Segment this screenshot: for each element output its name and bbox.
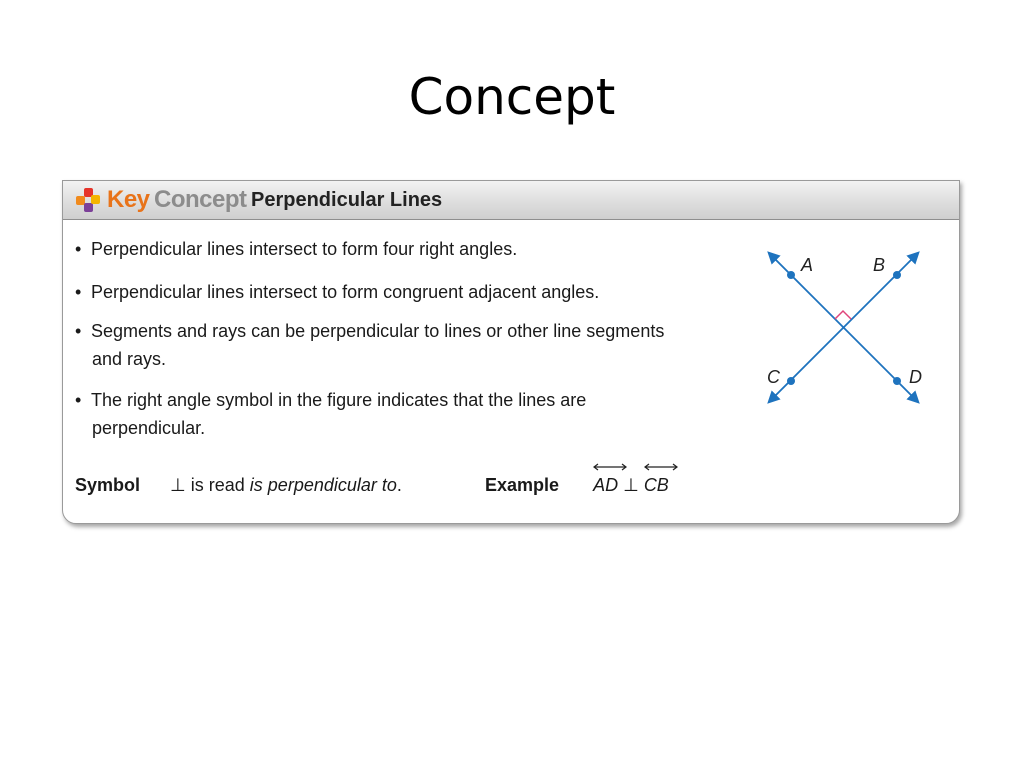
bullet-text: Perpendicular lines intersect to form four right angles. [91, 239, 518, 259]
brand-concept-text: Concept [154, 186, 247, 213]
card-header-title: Perpendicular Lines [251, 189, 443, 211]
bullet-text: Segments and rays can be perpendicular to lines or other line segments [91, 321, 665, 341]
bullet-item [75, 235, 517, 263]
example-label: Example [485, 475, 560, 495]
bullet-dot: • [75, 390, 82, 410]
line-cb-text: CB [643, 475, 669, 495]
perpendicular-lines-figure [753, 241, 933, 411]
symbol-period: . [396, 475, 402, 495]
line-overbar-icon [592, 462, 628, 472]
line-cb-notation [644, 471, 669, 499]
symbol-text-plain: is read [190, 475, 245, 495]
point-b [893, 271, 901, 279]
bullet-dot: • [75, 282, 82, 302]
bullet-text: Perpendicular lines intersect to form congruent adjacent angles. [91, 282, 600, 302]
key-concept-card [62, 180, 960, 524]
bullet-dot: • [75, 321, 82, 341]
point-a [787, 271, 795, 279]
bullet-text-continued: perpendicular. [92, 418, 206, 438]
line-ad-text: AD [593, 475, 619, 495]
symbol-row [75, 471, 402, 499]
line-overbar-icon [643, 462, 679, 472]
label-d: D [909, 367, 922, 387]
symbol-text-italic: is perpendicular to [249, 475, 397, 495]
slide-title: Concept [408, 68, 616, 126]
bullet-item [75, 386, 586, 442]
symbol-label: Symbol [75, 475, 141, 495]
label-b: B [873, 255, 886, 275]
right-angle-marker [835, 311, 851, 319]
perpendicular-symbol: ⊥ [170, 475, 186, 495]
bullet-text: The right angle symbol in the figure indicates that the lines are [91, 390, 587, 410]
label-c: C [767, 367, 780, 387]
bullet-dot: • [75, 239, 82, 259]
line-ad-notation [593, 471, 618, 499]
brand-key-text: Key [107, 186, 150, 213]
point-c [787, 377, 795, 385]
key-concept-logo-icon [75, 187, 101, 213]
example-perpendicular-symbol: ⊥ [623, 475, 639, 495]
label-a: A [801, 255, 814, 275]
card-header [63, 181, 959, 220]
bullet-item [75, 317, 664, 373]
bullet-text-continued: and rays. [92, 349, 167, 369]
point-d [893, 377, 901, 385]
example-row [485, 471, 669, 499]
bullet-item [75, 278, 599, 306]
